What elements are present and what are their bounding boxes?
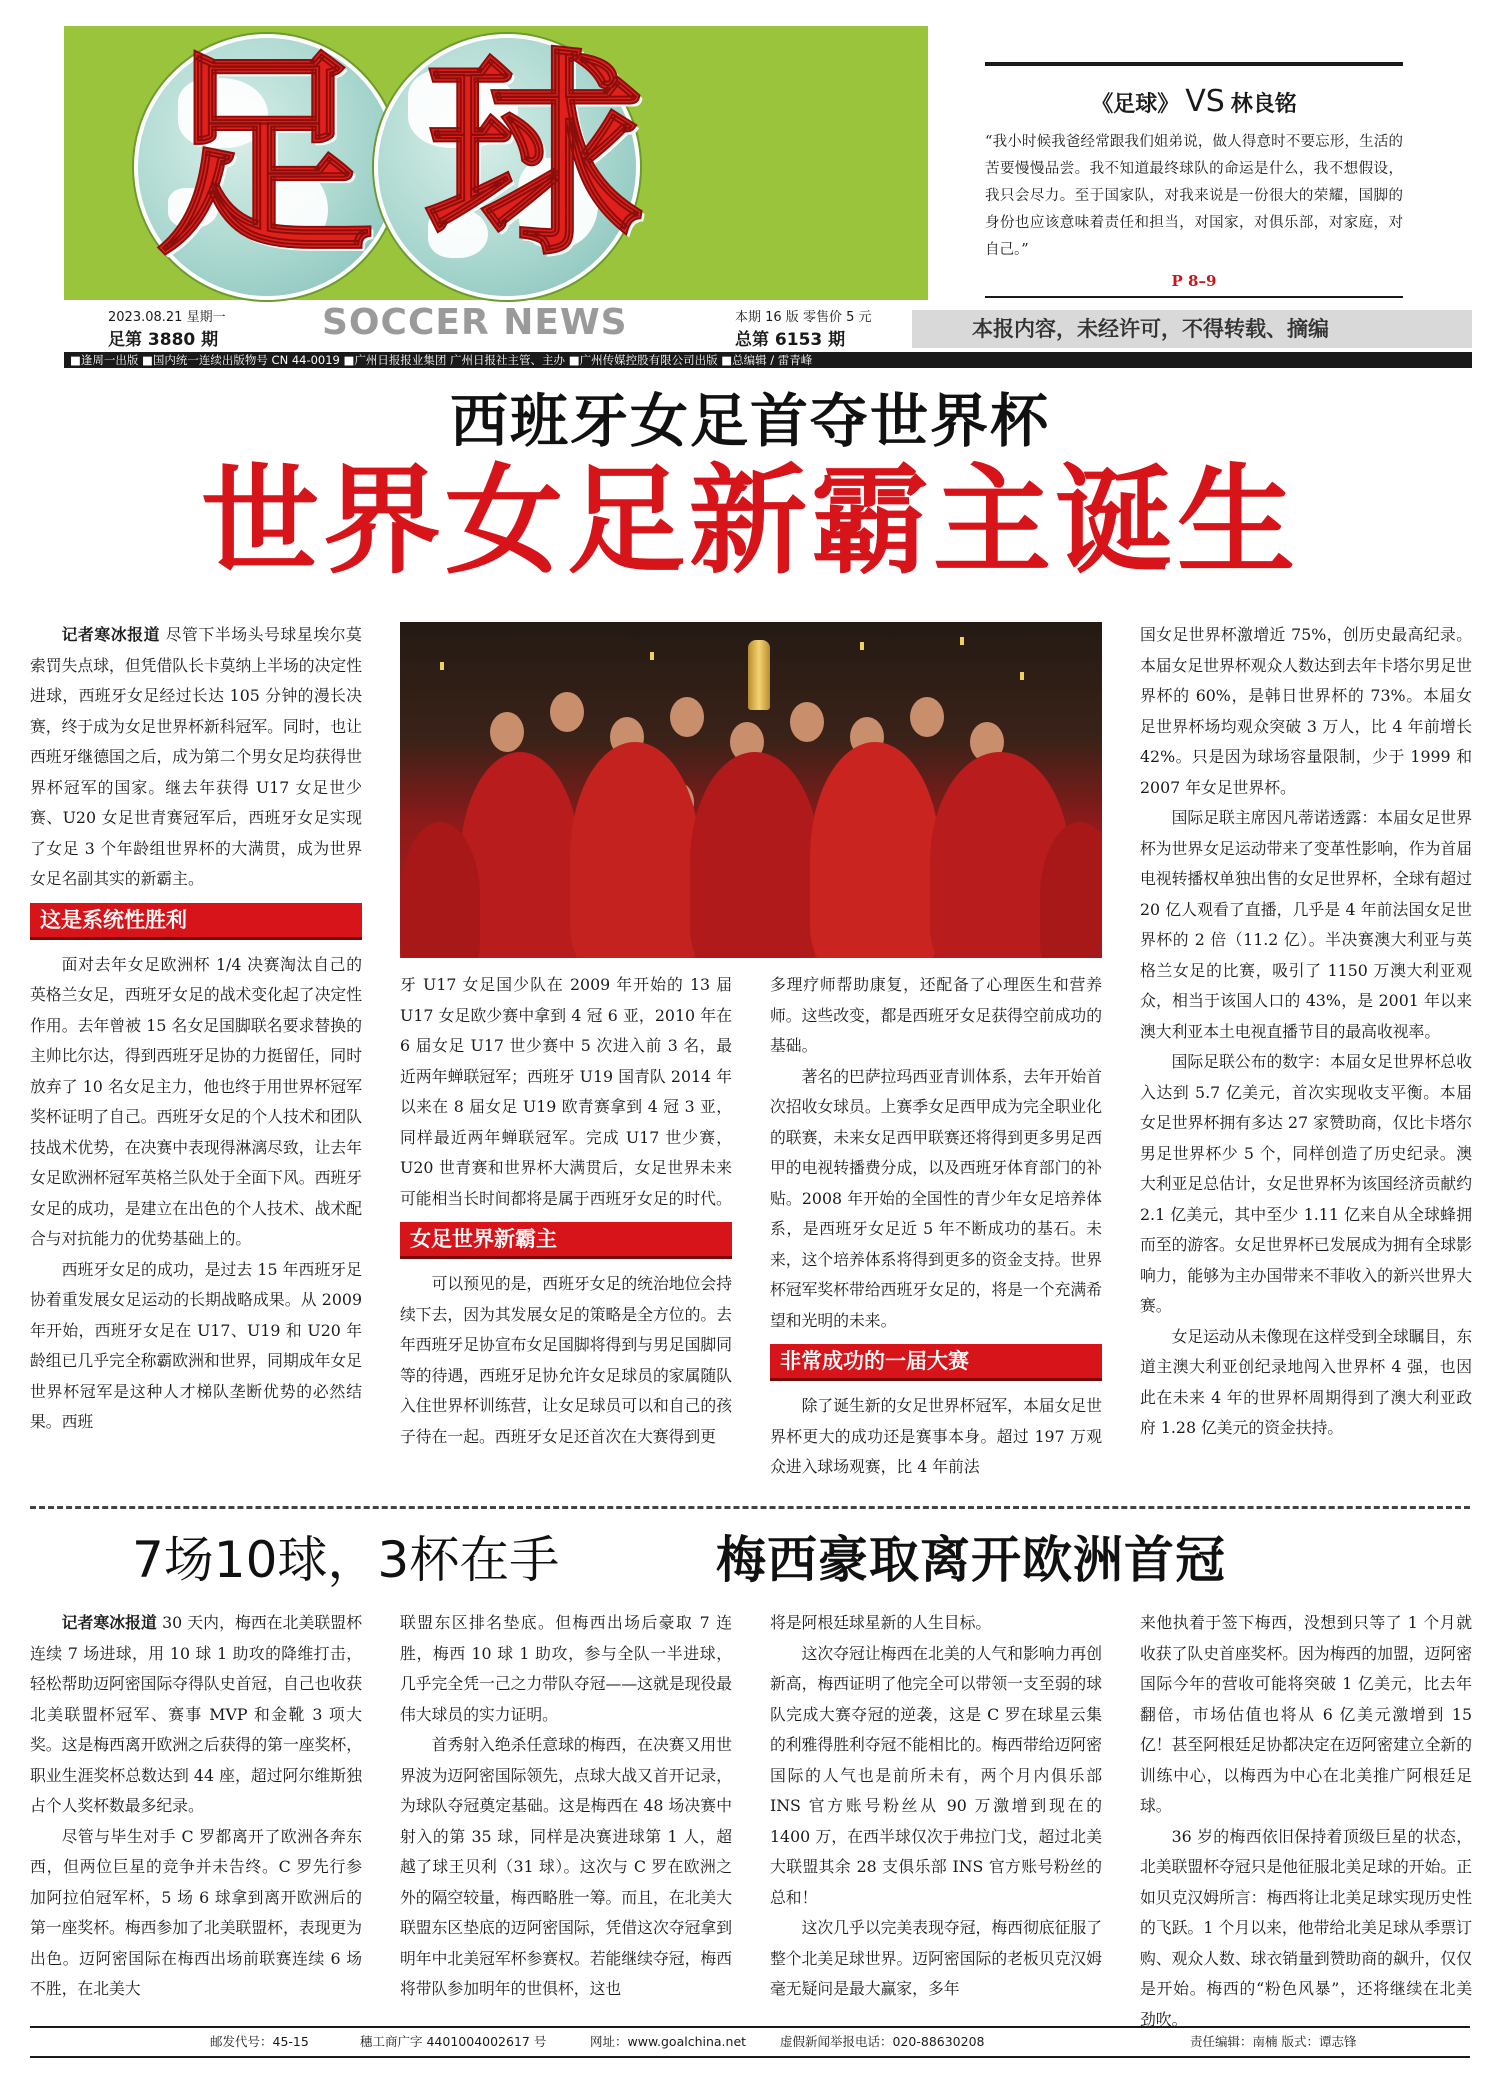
interview-page-ref[interactable]: P 8–9 [985, 272, 1403, 298]
article2-col4 [1140, 1608, 1472, 2035]
article2-lead-text: 30 天内，梅西在北美联盟杯连续 7 场进球，用 10 球 1 助攻的降维打击，轻松帮助迈阿密国际夺得队史首冠，自己也收获北美联盟杯冠军、赛事 MVP 和金靴 3 项大奖。这是梅西离开欧洲之后获得的第一座奖杯，职业生涯奖杯总数达到 44 座，超过阿尔维斯独占个人奖杯数最多纪录。 [30, 1613, 362, 1815]
footer-editors: 责任编辑：南楠 版式：谭志锋 [1190, 2034, 1357, 2049]
issue-total-number: 总第 6153 期 [735, 330, 846, 350]
article1-col1 [30, 620, 362, 1438]
publisher-line: ■逢周一出版 ■国内统一连续出版物号 CN 44-0019 ■广州日报报业集团 广州日报社主管、主办 ■广州传媒控股有限公司出版 ■总编辑 / 雷青峰 [64, 352, 1472, 368]
article1-byline: 记者寒冰报道 [61, 625, 161, 644]
article2-col1 [30, 1608, 362, 2005]
article2-col2 [400, 1608, 732, 2005]
masthead-char-1: 足 [154, 26, 375, 285]
interview-teaser[interactable] [985, 62, 1403, 298]
article1-paragraph: 国际足联公布的数字：本届女足世界杯总收入达到 5.7 亿美元，首次实现收支平衡。本届女足世界杯拥有多达 27 家赞助商，仅比卡塔尔男足世界杯少 5 个，同样创造了历史纪录。澳大利亚足总估计，女足世界杯为该国经济贡献约 2.1 亿美元，其中至少 1.11 亿来自从全球蜂拥而至的游客。女足世界杯已发展成为拥有全球影响力，能够为主办国带来不菲收入的新兴世界大赛。 [1140, 1052, 1472, 1315]
article1-paragraph: 女足运动从未像现在这样受到全球瞩目，东道主澳大利亚创纪录地闯入世界杯 4 强，也因此在未来 4 年的世界杯周期得到了澳大利亚政府 1.28 亿美元的资金扶持。 [1140, 1326, 1472, 1437]
article2-paragraph: 这次夺冠让梅西在北美的人气和影响力再创新高，梅西证明了他完全可以带领一支至弱的球队完成大赛夺冠的逆袭，这是 C 罗在球星云集的利雅得胜利夺冠不能相比的。梅西带给迈阿密国际的人气也是前所未有，两个月内俱乐部 INS 官方账号粉丝从 90 万激增到现在的 1400 万，在西半球仅次于弗拉门戈，超过北美大联盟其余 28 支俱乐部 INS 官方账号粉丝的总和！ [770, 1643, 1102, 1907]
article1-paragraph: 国际足联主席因凡蒂诺透露：本届女足世界杯为世界女足运动带来了变革性影响，作为首届电视转播权单独出售的女足世界杯，全球有超过 20 亿人观看了直播，几乎是 4 年前法国女足世界杯的 2 倍（11.2 亿）。半决赛澳大利亚与英格兰女足的比赛，吸引了 1150 万澳大利亚观众，相当于该国人口的 43%，是 2001 年以来澳大利亚本土电视直播节目的最高收视率。 [1140, 808, 1472, 1041]
interview-title-left: 《足球》 [1091, 92, 1180, 117]
interview-title-right: 林良铭 [1230, 92, 1297, 117]
article1-col3 [770, 970, 1102, 1483]
headline2-left[interactable]: 7场10球，3杯在手 [132, 1531, 560, 1589]
footer-hotline: 虚假新闻举报电话：020-88630208 [780, 2034, 985, 2049]
article1-paragraph: 可以预见的是，西班牙女足的统治地位会持续下去，因为其发展女足的策略是全方位的。去年西班牙足协宣布女足国脚将得到与男足国脚同等的待遇，西班牙足协允许女足球员的家属随队入住世界杯训练营，让女足球员可以和自己的孩子待在一起。西班牙女足还首次在大赛得到更 [400, 1274, 732, 1446]
article1-lead [30, 620, 362, 895]
issue-number: 足第 3880 期 [108, 330, 219, 350]
article2-paragraph: 来他执着于签下梅西，没想到只等了 1 个月就收获了队史首座奖杯。因为梅西的加盟，迈阿密国际今年的营收可能将突破 1 亿美元，比去年翻倍，市场估值也将从 6 亿美元激增到 15 亿！甚至阿根廷足协都决定在迈阿密建立全新的训练中心，以梅西为中心在北美推广阿根廷足球。 [1140, 1613, 1472, 1815]
trophy-icon [748, 640, 770, 710]
issue-date-block [108, 306, 226, 350]
issue-info-block [735, 306, 871, 350]
headline-main[interactable]: 世界女足新霸主诞生 [200, 451, 1299, 590]
article1-subhead-3: 非常成功的一届大赛 [770, 1344, 1102, 1381]
divider [985, 62, 1403, 66]
article1-subhead-1: 这是系统性胜利 [30, 903, 362, 940]
article2-paragraph: 这次几乎以完美表现夺冠，梅西彻底征服了整个北美足球世界。迈阿密国际的老板贝克汉姆毫无疑问是最大赢家，多年 [770, 1918, 1102, 1998]
footer [30, 2026, 1470, 2058]
interview-title-vs: VS [1185, 84, 1225, 119]
brand-wordmark: SOCCER NEWS [322, 302, 628, 343]
headline-sub[interactable]: 西班牙女足首夺世界杯 [449, 387, 1050, 455]
article2-lead [30, 1608, 362, 1822]
team-celebration-photo [400, 622, 1102, 958]
headline2-right[interactable]: 梅西豪取离开欧洲首冠 [716, 1531, 1226, 1589]
article2-paragraph: 联盟东区排名垫底。但梅西出场后豪取 7 连胜，梅西 10 球 1 助攻，参与全队一半进球，几乎完全凭一己之力带队夺冠——这就是现役最伟大球员的实力证明。 [400, 1613, 732, 1724]
article1-paragraph: 面对去年女足欧洲杯 1/4 决赛淘汰自己的英格兰女足，西班牙女足的战术变化起了决定性作用。去年曾被 15 名女足国脚联名要求替换的主帅比尔达，得到西班牙足协的力挺留任，同时放弃了 10 名女足主力，他也终于用世界杯冠军奖杯证明了自己。西班牙女足的个人技术和团队技战术优势，在决赛中表现得淋漓尽致，让去年女足欧洲杯冠军英格兰队处于全面下风。西班牙女足的成功，是建立在出色的个人技术、战术配合与对抗能力的优势基础上的。 [30, 954, 362, 1248]
footer-license: 穗工商广字 4401004002617 号 [360, 2034, 547, 2049]
article1-paragraph: 牙 U17 女足国少队在 2009 年开始的 13 届 U17 女足欧少赛中拿到 4 冠 6 亚，2010 年在 6 届女足 U17 世少赛中 5 次进入前 3 名，最近两年蝉联冠军；西班牙 U19 国青队 2014 年以来在 8 届女足 U19 欧青赛拿到 4 冠 3 亚，同样最近两年蝉联冠军。完成 U17 世少赛，U20 世青赛和世界杯大满贯后，女足世界未来可能相当长时间都将是属于西班牙女足的时代。 [400, 975, 732, 1208]
masthead-char-2: 球 [424, 26, 645, 285]
article2-paragraph: 首秀射入绝杀任意球的梅西，在决赛又用世界波为迈阿密国际领先，点球大战又首开记录，为球队夺冠奠定基础。这是梅西在 48 场决赛中射入的第 35 球，同样是决赛进球第 1 人，超越了球王贝利（31 球）。这次与 C 罗在欧洲之外的隔空较量，梅西略胜一筹。而且，在北美大联盟东区垫底的迈阿密国际，凭借这次夺冠拿到明年中北美冠军杯参赛权。若能继续夺冠，梅西将带队参加明年的世俱杯，这也 [400, 1735, 732, 1998]
footer-website[interactable]: 网址：www.goalchina.net [590, 2034, 747, 2049]
article1-paragraph: 多理疗师帮助康复，还配备了心理医生和营养师。这些改变，都是西班牙女足获得空前成功的基础。 [770, 975, 1102, 1055]
article1-col4 [1140, 620, 1472, 1444]
article1-paragraph: 著名的巴萨拉玛西亚青训体系，去年开始首次招收女球员。上赛季女足西甲成为完全职业化的联赛，未来女足西甲联赛还将得到更多男足西甲的电视转播费分成，以及西班牙体育部门的补贴。2008 年开始的全国性的青少年女足培养体系，是西班牙女足近 5 年不断成功的基石。未来，这个培养体系将得到更多的资金支持。世界杯冠军奖杯带给西班牙女足的，将是一个充满希望和光明的未来。 [770, 1066, 1102, 1330]
article1-paragraph: 国女足世界杯激增近 75%，创历史最高纪录。本届女足世界杯观众人数达到去年卡塔尔男足世界杯的 60%，是韩日世界杯的 73%。本届女足世界杯场均观众突破 3 万人，比 4 年前增长 42%。只是因为球场容量限制，少于 1999 和 2007 年女足世界杯。 [1140, 625, 1472, 797]
article2-byline: 记者寒冰报道 [61, 1613, 157, 1632]
section-divider [30, 1506, 1470, 1509]
article2-paragraph: 尽管与毕生对手 C 罗都离开了欧洲各奔东西，但两位巨星的竞争并未告终。C 罗先行参加阿拉伯冠军杯，5 场 6 球拿到离开欧洲后的第一座奖杯。梅西参加了北美联盟杯，表现更为出色。迈阿密国际在梅西出场前联赛连续 6 场不胜，在北美大 [30, 1826, 362, 1998]
footer-postal: 邮发代号：45-15 [210, 2034, 309, 2049]
article1-col2 [400, 970, 732, 1452]
issue-date: 2023.08.21 星期一 [108, 310, 226, 325]
interview-title [985, 84, 1403, 119]
interview-quote: “我小时候我爸经常跟我们姐弟说，做人得意时不要忘形，生活的苦要慢慢品尝。我不知道最终球队的命运是什么，我不想假设，我只会尽力。至于国家队，对我来说是一份很大的荣耀，国脚的身份也应该意味着责任和担当，对国家，对俱乐部，对家庭，对自己。” [985, 134, 1403, 258]
article2-paragraph: 36 岁的梅西依旧保持着顶级巨星的状态，北美联盟杯夺冠只是他征服北美足球的开始。正如贝克汉姆所言：梅西将让北美足球实现历史性的飞跃。1 个月以来，他带给北美足球从季票订购、观众人数、球衣销量到赞助商的飙升，仅仅是开始。梅西的“粉色风暴”，还将继续在北美劲吹。 [1140, 1826, 1472, 2029]
article1-paragraph: 西班牙女足的成功，是过去 15 年西班牙足协着重发展女足运动的长期战略成果。从 2009 年开始，西班牙女足在 U17、U19 和 U20 年龄组已几乎完全称霸欧洲和世界，同期成年女足世界杯冠军是这种人才梯队垄断优势的必然结果。西班 [30, 1259, 362, 1431]
article2-col3 [770, 1608, 1102, 2005]
issue-pages-price: 本期 16 版 零售价 5 元 [735, 310, 872, 325]
article1-paragraph: 除了诞生新的女足世界杯冠军，本届女足世界杯更大的成功还是赛事本身。超过 197 万观众进入球场观赛，比 4 年前法 [770, 1396, 1102, 1476]
masthead-logo [64, 26, 928, 300]
article1-subhead-2: 女足世界新霸主 [400, 1222, 732, 1259]
article2-paragraph: 将是阿根廷球星新的人生目标。 [770, 1613, 992, 1632]
article1-lead-text: 尽管下半场头号球星埃尔莫索罚失点球，但凭借队长卡莫纳上半场的决定性进球，西班牙女足经过长达 105 分钟的漫长决赛，终于成为女足世界杯新科冠军。同时，也让西班牙继德国之后，成为第二个男女足均获得世界杯冠军的国家。继去年获得 U17 女足世少赛、U20 女足世青赛冠军后，西班牙女足实现了女足 3 个年龄组世界杯的大满贯，成为世界女足名副其实的新霸主。 [30, 625, 362, 888]
copyright-notice: 本报内容，未经许可，不得转载、摘编 [912, 310, 1472, 348]
